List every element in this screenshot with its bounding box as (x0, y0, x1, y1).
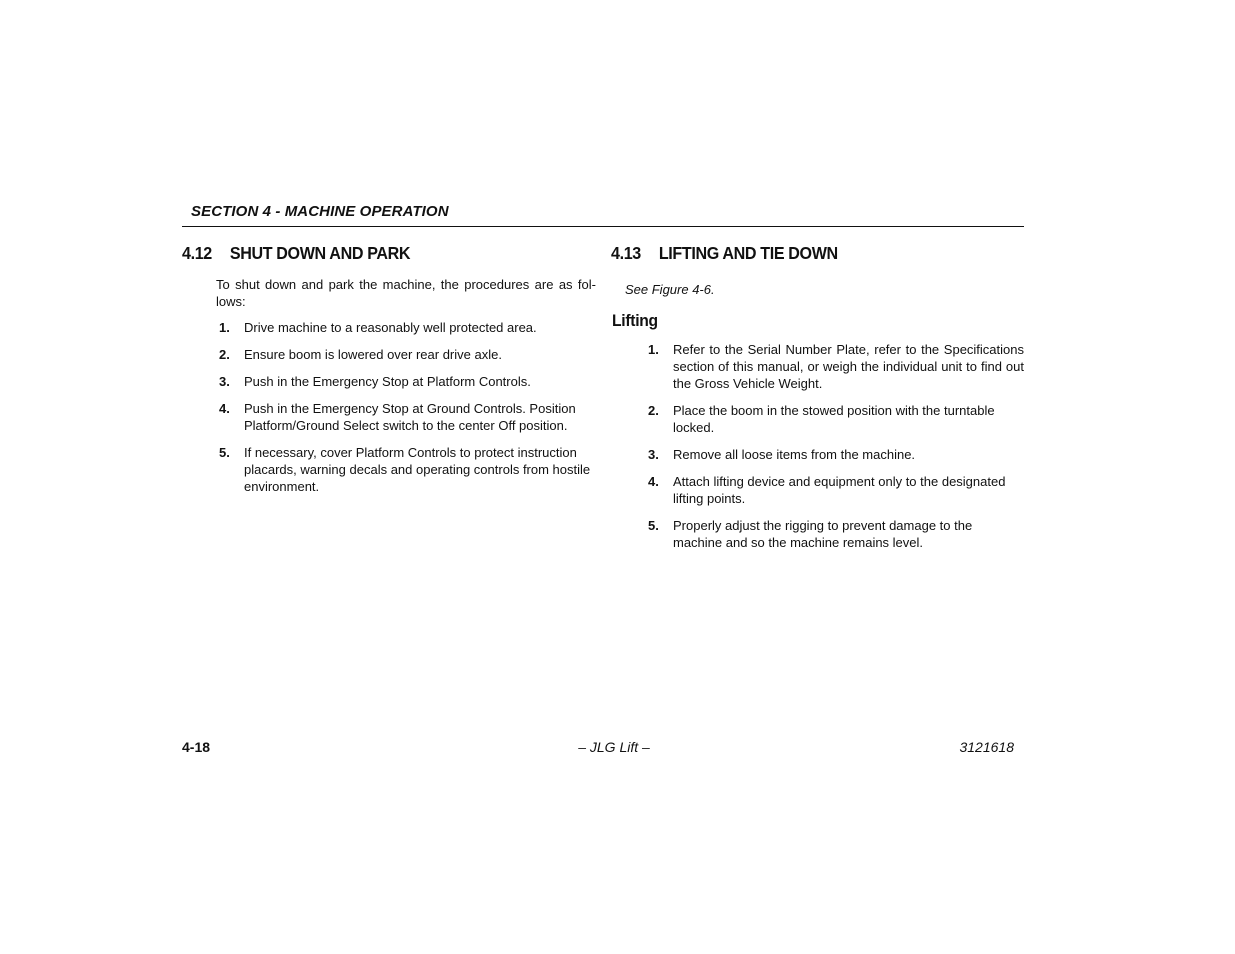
section-title: SHUT DOWN AND PARK (229, 243, 411, 263)
step-number: 2. (648, 403, 659, 418)
step-text: Refer to the Serial Number Plate, refer to the Specifications section of this manual, or weigh the individual unit to find out the Gross Vehicle Weight. (673, 342, 1024, 391)
list-item (611, 517, 1024, 551)
list-item (611, 473, 1024, 507)
step-text: Properly adjust the rigging to prevent damage to the machine and so the machine remains level. (673, 518, 973, 550)
section-number: 4.12 (182, 243, 212, 263)
shutdown-steps-list (182, 319, 596, 495)
figure-reference: See Figure 4-6. (625, 282, 715, 297)
section-number: 4.13 (611, 243, 641, 263)
step-number: 5. (219, 445, 230, 460)
section-title: LIFTING AND TIE DOWN (658, 243, 838, 263)
section-shut-down-and-park (182, 240, 596, 505)
step-text: Ensure boom is lowered over rear drive axle. (244, 347, 502, 362)
list-item (611, 446, 1024, 463)
step-text: Remove all loose items from the machine. (673, 447, 916, 462)
list-item (611, 341, 1024, 392)
running-header: SECTION 4 - MACHINE OPERATION (191, 203, 449, 220)
section-heading-4-13 (611, 240, 991, 266)
section-heading-4-12 (182, 240, 563, 266)
footer-title: – JLG Lift – (578, 739, 650, 755)
step-text: Place the boom in the stowed position with the turntable locked. (673, 403, 995, 435)
step-text: If necessary, cover Platform Controls to protect instruction placards, warning decals and operating controls from hostile environment. (244, 445, 591, 494)
step-text: Push in the Emergency Stop at Platform Controls. (244, 374, 531, 389)
step-number: 4. (648, 474, 659, 489)
step-number: 4. (219, 401, 230, 416)
step-number: 3. (219, 374, 230, 389)
step-text: Push in the Emergency Stop at Ground Controls. Position Platform/Ground Select switch to the center Off position. (244, 401, 576, 433)
list-item (182, 400, 596, 434)
section-lifting-and-tie-down (611, 240, 1024, 561)
header-rule (182, 226, 1024, 227)
step-number: 5. (648, 518, 659, 533)
step-text: Attach lifting device and equipment only to the designated lifting points. (673, 474, 1006, 506)
list-item (611, 402, 1024, 436)
list-item (182, 346, 596, 363)
intro-paragraph: To shut down and park the machine, the procedures are as fol- lows: (216, 277, 596, 309)
step-number: 3. (648, 447, 659, 462)
list-item (182, 373, 596, 390)
list-item (182, 319, 596, 336)
step-number: 1. (648, 342, 659, 357)
list-item (182, 444, 596, 495)
step-number: 2. (219, 347, 230, 362)
subheading-lifting: Lifting (612, 311, 658, 330)
step-text: Drive machine to a reasonably well protected area. (244, 320, 537, 335)
document-number: 3121618 (959, 739, 1014, 755)
page-number: 4-18 (182, 739, 211, 755)
lifting-steps-list (611, 341, 1024, 551)
step-number: 1. (219, 320, 230, 335)
